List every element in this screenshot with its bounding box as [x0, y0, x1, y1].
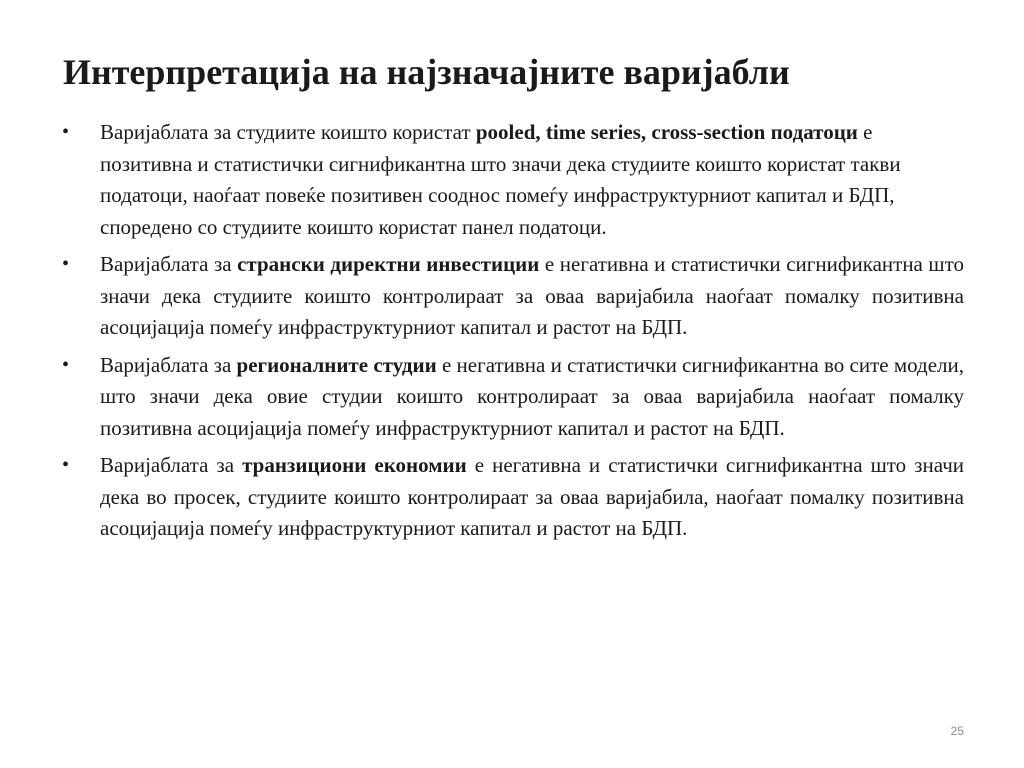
bullet-text-pre: Варијаблата за [100, 252, 238, 276]
bullet-dot-icon: • [62, 454, 70, 476]
bullet-dot-icon: • [62, 353, 70, 376]
bullet-text-pre: Варијаблата за [100, 453, 243, 477]
bullet-dot-icon: • [62, 253, 70, 275]
bullet-text-bold: регионалните студии [236, 352, 437, 377]
bullet-text [100, 353, 964, 440]
page-number: 25 [950, 724, 964, 738]
bullet-text-post: е позитивна и статистички сигнификантна што значи дека студиите коишто користат такви податоци, наоѓаат повеќе позитивен сооднос помеѓу инфраструктурниот капитал и БДП, споредено со студиите коишто користат панел податоци. [100, 120, 901, 239]
bullet-text-pre: Варијаблата за [100, 352, 237, 377]
bullet-text-post: е негативна и статистички сигнификантна што значи дека студиите коишто контролираат за оваа варијабила наоѓаат помалку позитивна асоцијација помеѓу инфраструктурниот капитал и растот на БДП. [100, 252, 964, 339]
bullet-text-bold: странски директни инвестиции [237, 252, 540, 276]
bullet-item-2 [62, 249, 964, 344]
bullet-list [62, 117, 964, 551]
bullet-item-1 [62, 117, 964, 243]
bullet-text-bold: транзициони економии [242, 453, 467, 477]
bullet-text [100, 120, 901, 239]
bullet-text-post: е негативна и статистички сигнификантна во сите модели, што значи дека овие студии коишто контролираат за оваа варијабила наоѓаат помалку позитивна асоцијација помеѓу инфраструктурниот капитал и растот на БДП. [100, 352, 964, 440]
bullet-item-3 [62, 350, 964, 445]
bullet-text-post: е негативна и статистички сигнификантна што значи дека во просек, студиите коишто контролираат за оваа варијабила, наоѓаат помалку позитивна асоцијација помеѓу инфраструктурниот капитал и растот на БДП. [100, 453, 964, 540]
bullet-text-pre: Варијаблата за студиите коишто користат [100, 120, 476, 144]
bullet-text-bold: pooled, time series, cross-section податоци [475, 120, 858, 144]
bullet-item-4 [62, 450, 964, 545]
slide-title: Интерпретација на најзначајните варијабли [63, 52, 790, 92]
bullet-text [100, 252, 964, 339]
bullet-dot-icon: • [62, 121, 70, 143]
bullet-text [100, 453, 964, 540]
